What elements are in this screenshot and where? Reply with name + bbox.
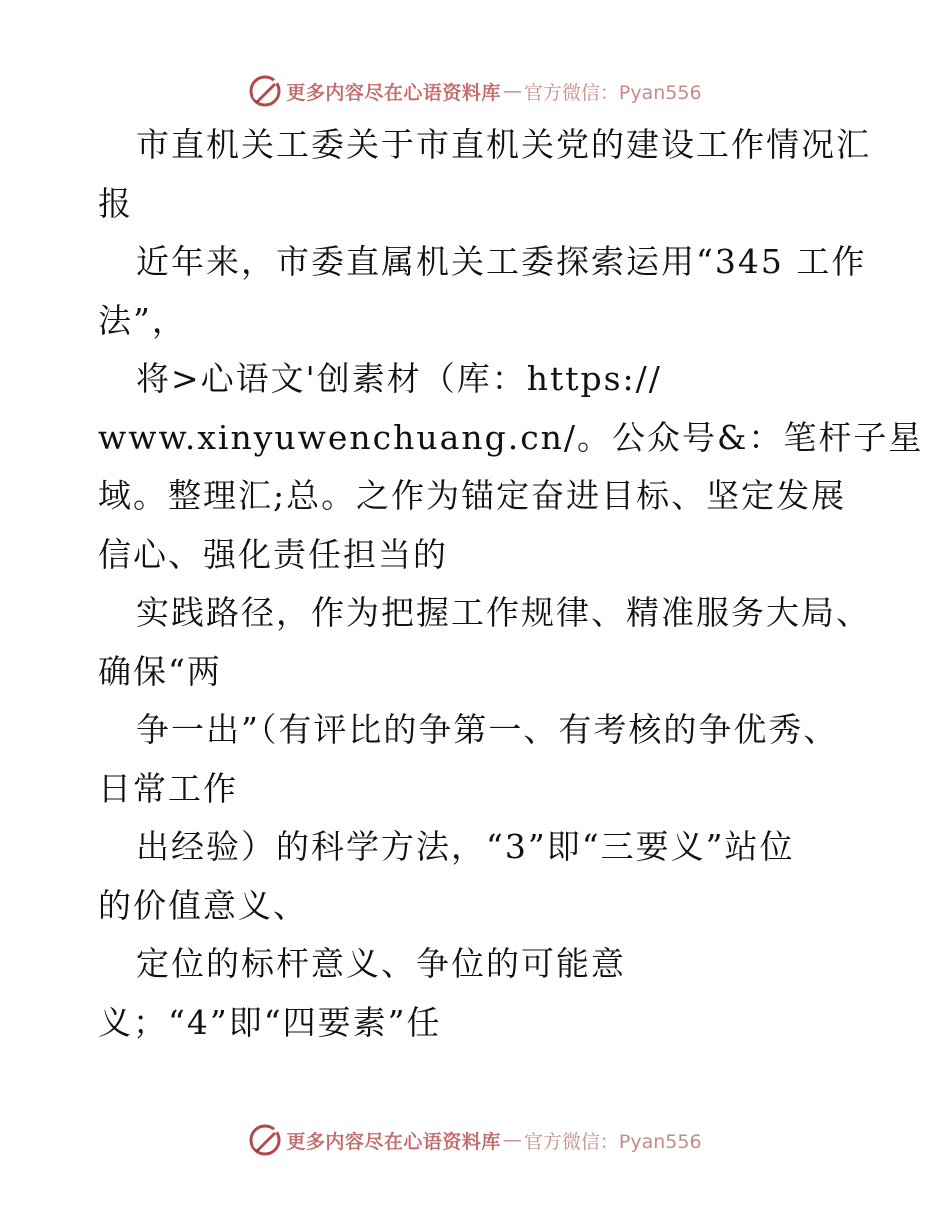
text-line: 日常工作 (98, 768, 238, 808)
text-line: 出经验）的科学方法，“3”即“三要义”站位 (136, 827, 795, 866)
text-line: 确保“两 (98, 651, 222, 691)
watermark-site-name: 更多内容尽在心语资料库 (286, 81, 501, 104)
watermark-separator: — (502, 1129, 522, 1151)
pen-logo-icon (248, 1123, 282, 1157)
pen-logo-icon (248, 74, 282, 108)
document-body (98, 116, 924, 1052)
text-line: 法”， (98, 300, 187, 340)
text-line: 信心、强化责任担当的 (98, 534, 448, 574)
text-line: 定位的标杆意义、争位的可能意 (136, 944, 626, 983)
text-line: 将>心语文'创素材（库：https:// (136, 359, 662, 398)
text-line: 近年来，市委直属机关工委探索运用“345 工作 (136, 242, 867, 281)
watermark-separator: — (502, 80, 522, 102)
text-line: 实践路径，作为把握工作规律、精准服务大局、 (136, 593, 871, 632)
text-line: www.xinyuwenchuang.cn/。公众号&：笔杆子星 (98, 417, 924, 457)
text-line: 的价值意义、 (98, 885, 308, 925)
text-line: 义；“4”即“四要素”任 (98, 1002, 442, 1042)
watermark-account: 官方微信：Pyan556 (523, 1130, 702, 1153)
text-line: 争一出”（有评比的争第一、有考核的争优秀、 (136, 710, 839, 749)
watermark-account: 官方微信：Pyan556 (523, 81, 702, 104)
text-line: 域。整理汇;总。之作为锚定奋进目标、坚定发展 (98, 476, 847, 515)
watermark-site-name: 更多内容尽在心语资料库 (286, 1130, 501, 1153)
text-line: 市直机关工委关于市直机关党的建设工作情况汇 (136, 125, 871, 164)
footer-watermark (0, 1120, 950, 1160)
header-watermark (0, 71, 950, 111)
text-line: 报 (98, 183, 133, 223)
